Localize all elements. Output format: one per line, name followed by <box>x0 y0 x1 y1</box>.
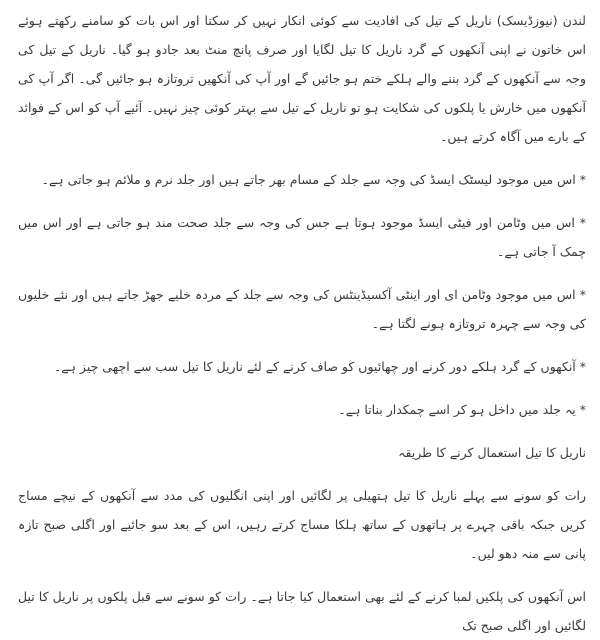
benefit-item-3: * اس میں موجود وٹامن ای اور اینٹی آکسیڈینٹس کی وجہ سے جلد کے مردہ خلیے جھڑ جاتے ہیں اور نئے خلیوں کی وجہ سے چہرہ تروتازہ ہونے لگتا ہے۔ <box>18 287 586 331</box>
intro-paragraph: لندن (نیوزڈیسک) ناریل کے تیل کی افادیت سے کوئی انکار نہیں کر سکتا اور اس بات کو سامنے رکھتے ہوئے اس خاتون نے اپنی آنکھوں کے گرد ناریل کا تیل لگایا اور صرف پانچ منٹ بعد جادو ہو گیا۔ ناریل کے تیل کی وجہ سے آنکھوں کے گرد بننے والے ہلکے ختم ہو جائیں گے اور آپ کی آنکھیں تروتازہ ہو جائیں گی۔ اگر آپ کی آنکھوں میں خارش یا پلکوں کی شکایت ہو تو ناریل کے تیل سے بہتر کوئی چیز نہیں۔ آئیے آپ کو اس کے فوائد کے بارے میں آگاہ کرتے ہیں۔ <box>18 13 586 144</box>
article-body <box>18 6 586 640</box>
method-heading: ناریل کا تیل استعمال کرنے کا طریقہ <box>398 445 586 460</box>
benefit-item-1: * اس میں موجود لیسٹک ایسڈ کی وجہ سے جلد کے مسام بھر جاتے ہیں اور جلد نرم و ملائم ہو جاتی ہے۔ <box>41 172 586 187</box>
benefit-item-2: * اس میں وٹامن اور فیٹی ایسڈ موجود ہوتا ہے جس کی وجہ سے جلد صحت مند ہو جاتی ہے اور اس میں چمک آ جاتی ہے۔ <box>18 215 586 259</box>
benefit-item-5: * یہ جلد میں داخل ہو کر اسے چمکدار بناتا ہے۔ <box>338 402 586 417</box>
last-paragraph: اس آنکھوں کی پلکیں لمبا کرنے کے لئے بھی استعمال کیا جاتا ہے۔ رات کو سونے سے قبل پلکوں پر ناریل کا تیل لگائیں اور اگلی صبح تک <box>18 589 586 633</box>
method-paragraph: رات کو سونے سے پہلے ناریل کا تیل ہتھیلی پر لگائیں اور اپنی انگلیوں کی مدد سے آنکھوں کے نیچے مساج کریں جبکہ باقی چہرے پر ہاتھوں کے ساتھ ہلکا مساج کرتے رہیں، اس کے بعد سو جائیے اور اگلی صبح تازہ پانی سے منہ دھو لیں۔ <box>18 488 586 561</box>
benefit-item-4: * آنکھوں کے گرد ہلکے دور کرنے اور چھائیوں کو صاف کرنے کے لئے ناریل کا تیل سب سے اچھی چیز ہے۔ <box>53 359 586 374</box>
